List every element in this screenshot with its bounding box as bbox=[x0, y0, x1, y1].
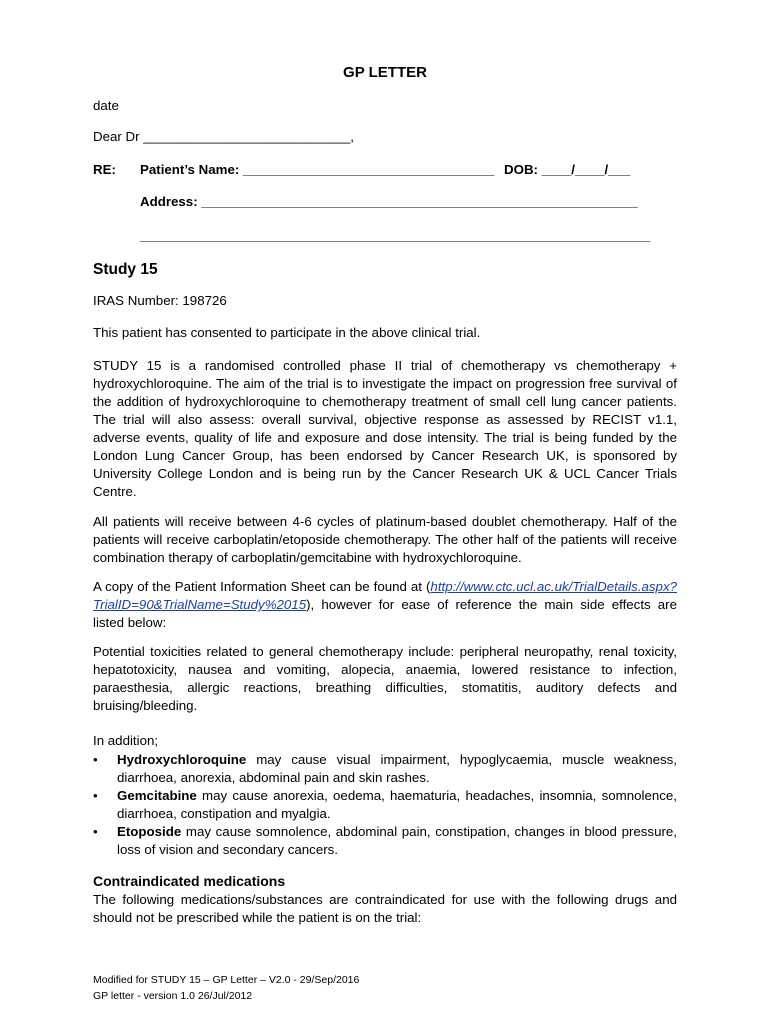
contraindicated-heading: Contraindicated medications bbox=[93, 873, 286, 889]
date-label: date bbox=[93, 98, 119, 113]
pis-text-before: A copy of the Patient Information Sheet can be found at ( bbox=[93, 579, 431, 594]
in-addition-label: In addition; bbox=[93, 733, 159, 748]
bullet-icon: • bbox=[93, 788, 98, 803]
footer-original-version-line: GP letter - version 1.0 26/Jul/2012 bbox=[93, 990, 253, 1002]
list-item bbox=[93, 823, 677, 859]
drug-name: Etoposide bbox=[117, 824, 182, 839]
study-heading: Study 15 bbox=[93, 261, 158, 278]
consent-statement: This patient has consented to participate in the above clinical trial. bbox=[93, 325, 481, 340]
list-item bbox=[93, 787, 677, 823]
patient-name-field: Patient’s Name: __________________________________ bbox=[140, 162, 495, 177]
pis-paragraph bbox=[93, 578, 677, 632]
contraindicated-text: The following medications/substances are contraindicated for use with the following drugs and should not be prescribed while the patient is on the trial: bbox=[93, 892, 677, 925]
list-item bbox=[93, 751, 677, 787]
side-effects-list bbox=[93, 751, 677, 859]
dob-field: DOB: ____/____/___ bbox=[504, 162, 631, 177]
pis-text-after: ), however for ease of reference the main side effects are listed below: bbox=[93, 597, 677, 630]
study-description: STUDY 15 is a randomised controlled phase II trial of chemotherapy vs chemotherapy + hydroxychloroquine. The aim of the trial is to investigate the impact on progression free survival of the addition of hydroxychloroquine to chemotherapy treatment of small cell lung cancer patients. The trial will also assess: overall survival, objective response as assessed by RECIST v1.1, adverse events, quality of life and exposure and dose intensity. The trial is being funded by the London Lung Cancer Group, has been endorsed by Cancer Research UK, is sponsored by University College London and is being run by the Cancer Research UK & UCL Cancer Trials Centre. bbox=[93, 358, 677, 499]
address-field-line2: _____________________________________________________________________ bbox=[140, 228, 651, 243]
dear-line: Dear Dr ____________________________, bbox=[93, 129, 354, 144]
drug-side-effects: may cause visual impairment, hypoglycaemia, muscle weakness, diarrhoea, anorexia, abdominal pain and skin rashes. bbox=[117, 752, 677, 785]
iras-number: IRAS Number: 198726 bbox=[93, 293, 227, 308]
toxicities-paragraph: Potential toxicities related to general chemotherapy include: peripheral neuropathy, renal toxicity, hepatotoxicity, nausea and vomiting, alopecia, anaemia, lowered resistance to infection, paraesthesia, allergic reactions, breathing difficulties, stomatitis, auditory defects and bruising/bleeding. bbox=[93, 644, 677, 713]
treatment-paragraph: All patients will receive between 4-6 cycles of platinum-based doublet chemotherapy. Half of the patients will receive carboplatin/etoposide chemotherapy. The other half of the patients will receive combination therapy of carboplatin/gemcitabine with hydroxychloroquine. bbox=[93, 514, 677, 565]
drug-name: Hydroxychloroquine bbox=[117, 752, 247, 767]
pis-link[interactable]: http://www.ctc.ucl.ac.uk/TrialDetails.aspx?TrialID=90&TrialName=Study%2015 bbox=[93, 579, 677, 612]
address-field: Address: ___________________________________________________________ bbox=[140, 194, 638, 209]
footer-version-line: Modified for STUDY 15 – GP Letter – V2.0 - 29/Sep/2016 bbox=[93, 974, 360, 986]
re-label: RE: bbox=[93, 162, 116, 177]
bullet-icon: • bbox=[93, 824, 98, 839]
drug-side-effects: may cause somnolence, abdominal pain, constipation, changes in blood pressure, loss of vision and secondary cancers. bbox=[117, 824, 677, 857]
bullet-icon: • bbox=[93, 752, 98, 767]
drug-name: Gemcitabine bbox=[117, 788, 197, 803]
drug-side-effects: may cause anorexia, oedema, haematuria, headaches, insomnia, somnolence, diarrhoea, constipation and myalgia. bbox=[117, 788, 677, 821]
page-title: GP LETTER bbox=[343, 64, 427, 81]
